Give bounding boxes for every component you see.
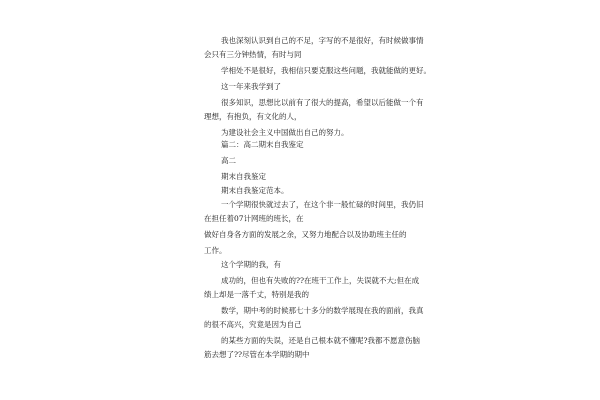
text-line: 数学，期中考的时候那七十多分的数学展现在我的面前，我真 xyxy=(221,306,424,315)
text-line: 高二 xyxy=(221,156,236,165)
text-line: 成功的，但也有失败的??在班干工作上，失误就不大;但在成 xyxy=(221,276,420,285)
section-heading: 篇二：高二期末自我鉴定 xyxy=(221,140,304,149)
text-line: 在担任着07计网班的班长，在 xyxy=(204,214,304,223)
text-line: 理想，有抱负，有文化的人， xyxy=(204,112,302,121)
text-line: 工作。 xyxy=(204,246,227,255)
text-line: 为建设社会主义中国做出自己的努力。 xyxy=(221,128,349,137)
text-line: 这一年来我学到了 xyxy=(221,82,281,91)
text-line: 的很不高兴，究竟是因为自己 xyxy=(204,320,302,329)
text-line: 我也深刻认识到自己的不足，字写的不是很好，有时候做事情 xyxy=(221,36,424,45)
text-line: 期末自我鉴定 xyxy=(221,172,266,181)
text-line: 学相处不是很好，我相信只要克服这些问题，我就能做的更好。 xyxy=(221,66,431,75)
text-line: 绩上却是一落千丈，特别是我的 xyxy=(204,290,309,299)
text-line: 很多知识，思想比以前有了很大的提高，希望以后能做一个有 xyxy=(221,98,424,107)
text-line: 做好自身各方面的发展之余，又努力地配合以及协助班主任的 xyxy=(204,230,407,239)
text-line: 期末自我鉴定范本。 xyxy=(221,186,289,195)
text-line: 一个学期很快就过去了，在这个非一般忙碌的时间里，我仍旧 xyxy=(221,200,424,209)
text-line: 筋去想了??尽管在本学期的期中 xyxy=(204,350,310,359)
text-line: 的某些方面的失误，还是自己根本就不懂呢?我都不愿意伤脑 xyxy=(221,336,421,345)
text-line: 这个学期的我，有 xyxy=(221,260,281,269)
text-line: 会只有三分钟热情，有时与同 xyxy=(204,50,302,59)
